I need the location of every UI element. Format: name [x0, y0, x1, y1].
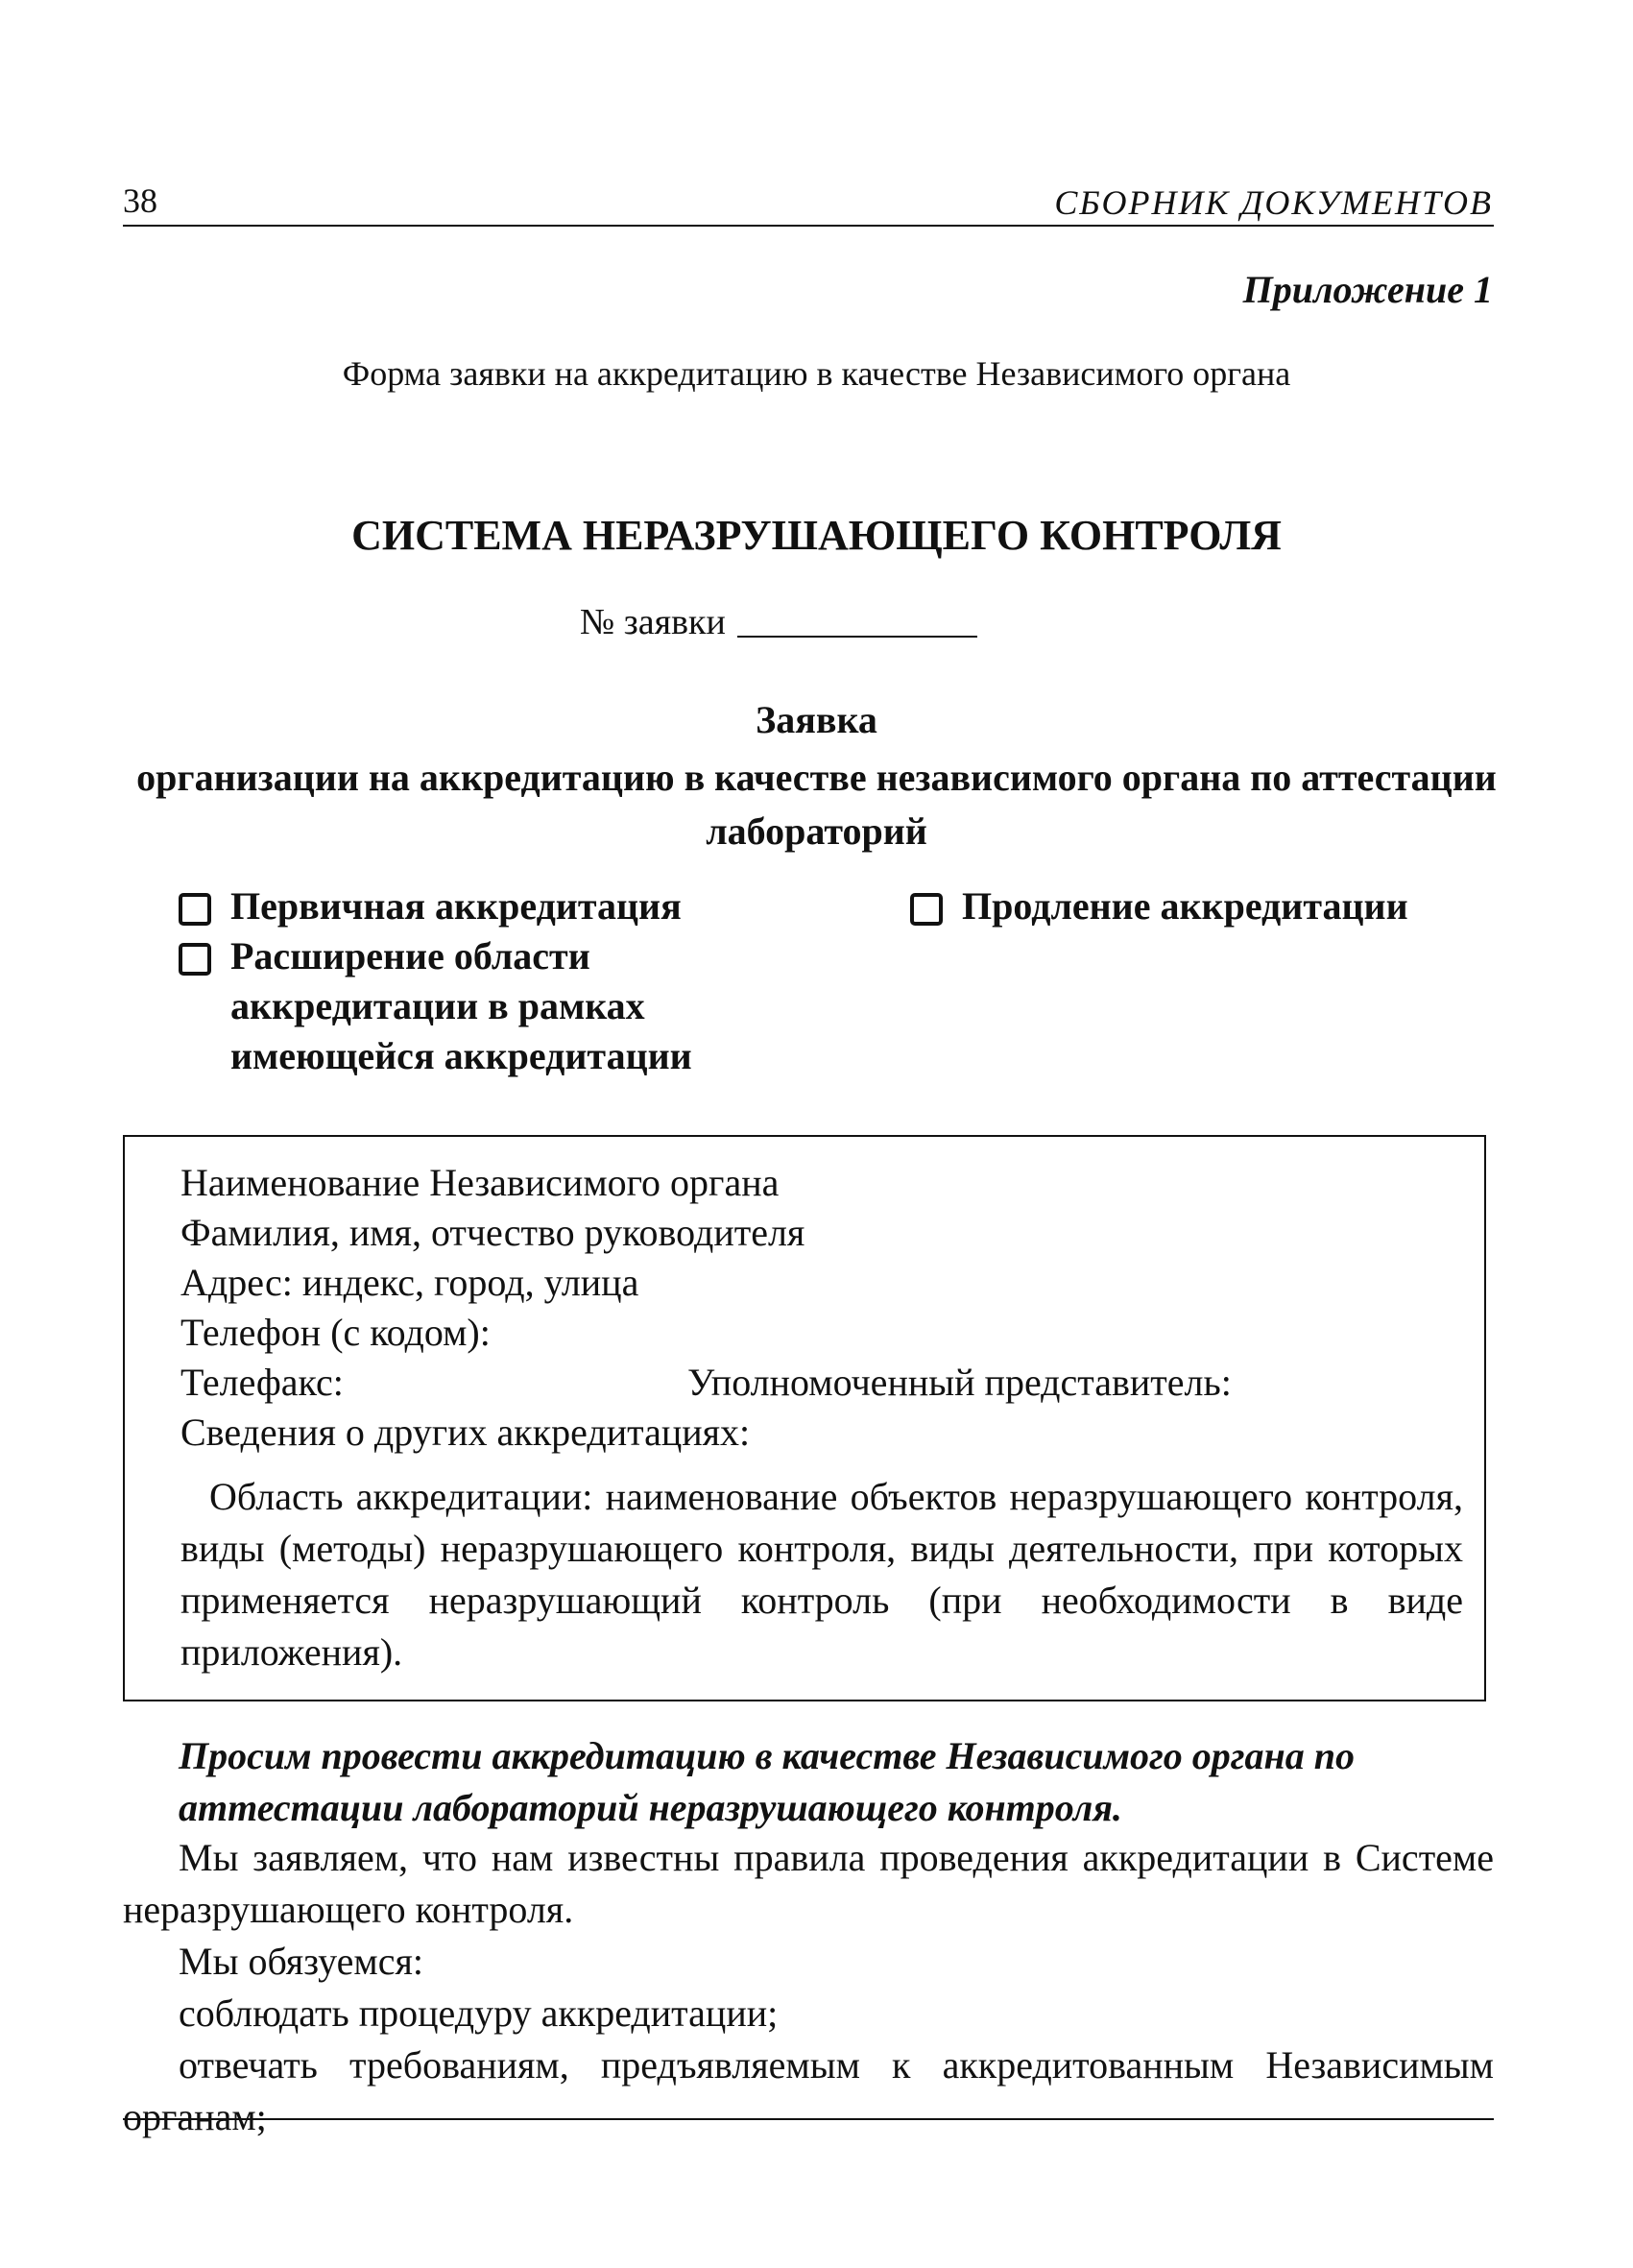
field-organization-name: Наименование Независимого органа: [180, 1161, 780, 1204]
field-other-accreditations: Сведения о других аккредитациях:: [180, 1411, 751, 1454]
option-expansion-label: Расширение области аккредитации в рамках имеющейся аккредитации: [230, 934, 692, 1077]
system-title: СИСТЕМА НЕРАЗРУШАЮЩЕГО КОНТРОЛЯ: [351, 512, 1282, 559]
option-primary[interactable]: [179, 881, 682, 931]
body-text: [123, 1832, 1494, 2143]
request-number: [580, 601, 977, 643]
field-head-name: Фамилия, имя, отчество руководителя: [180, 1211, 805, 1254]
footer-rule: [123, 2118, 1494, 2120]
option-expansion[interactable]: [179, 931, 768, 1081]
checkbox-icon[interactable]: [910, 893, 943, 926]
checkbox-icon[interactable]: [179, 893, 211, 926]
form-caption: Форма заявки на аккредитацию в качестве Независимого органа: [342, 354, 1291, 393]
appendix-label: Приложение 1: [1242, 268, 1493, 311]
page-number: 38: [123, 181, 157, 220]
info-fields: [180, 1158, 1232, 1458]
option-extension[interactable]: [910, 881, 1408, 931]
paragraph-we-commit: Мы обязуемся:: [179, 1940, 423, 1983]
request-number-label: № заявки: [580, 602, 726, 642]
field-phone: Телефон (с кодом):: [180, 1311, 491, 1354]
field-address: Адрес: индекс, город, улица: [180, 1261, 639, 1304]
fax-row: [180, 1358, 1232, 1408]
request-number-blank[interactable]: [737, 636, 977, 638]
running-title: СБОРНИК ДОКУМЕНТОВ: [1054, 183, 1493, 222]
request-subtitle: организации на аккредитацию в качестве независимого органа по аттестации лабораторий: [136, 756, 1497, 853]
option-extension-label: Продление аккредитации: [962, 884, 1408, 928]
request-statement: Просим провести аккредитацию в качестве Независимого органа по аттестации лабораторий неразрушающего контроля.: [179, 1734, 1355, 1829]
request-title: Заявка: [756, 698, 877, 741]
field-fax: Телефакс:: [180, 1361, 344, 1404]
header-rule: [123, 225, 1494, 227]
accreditation-scope: Область аккредитации: наименование объектов неразрушающего контроля, виды (методы) неразрушающего контроля, виды деятельности, при которых применяется неразрушающий контроль (при необходимости в виде приложения).: [180, 1475, 1463, 1674]
paragraph-meet-requirements: отвечать требованиям, предъявляемым к аккредитованным Независимым органам;: [123, 2043, 1494, 2138]
paragraph-follow-procedure: соблюдать процедуру аккредитации;: [179, 1991, 779, 2035]
field-representative: Уполномоченный представитель:: [687, 1361, 1232, 1404]
paragraph-rules-known: Мы заявляем, что нам известны правила проведения аккредитации в Системе неразрушающего контроля.: [123, 1836, 1494, 1931]
checkbox-icon[interactable]: [179, 943, 211, 976]
organization-info-box: [123, 1135, 1486, 1701]
option-primary-label: Первичная аккредитация: [230, 884, 682, 928]
